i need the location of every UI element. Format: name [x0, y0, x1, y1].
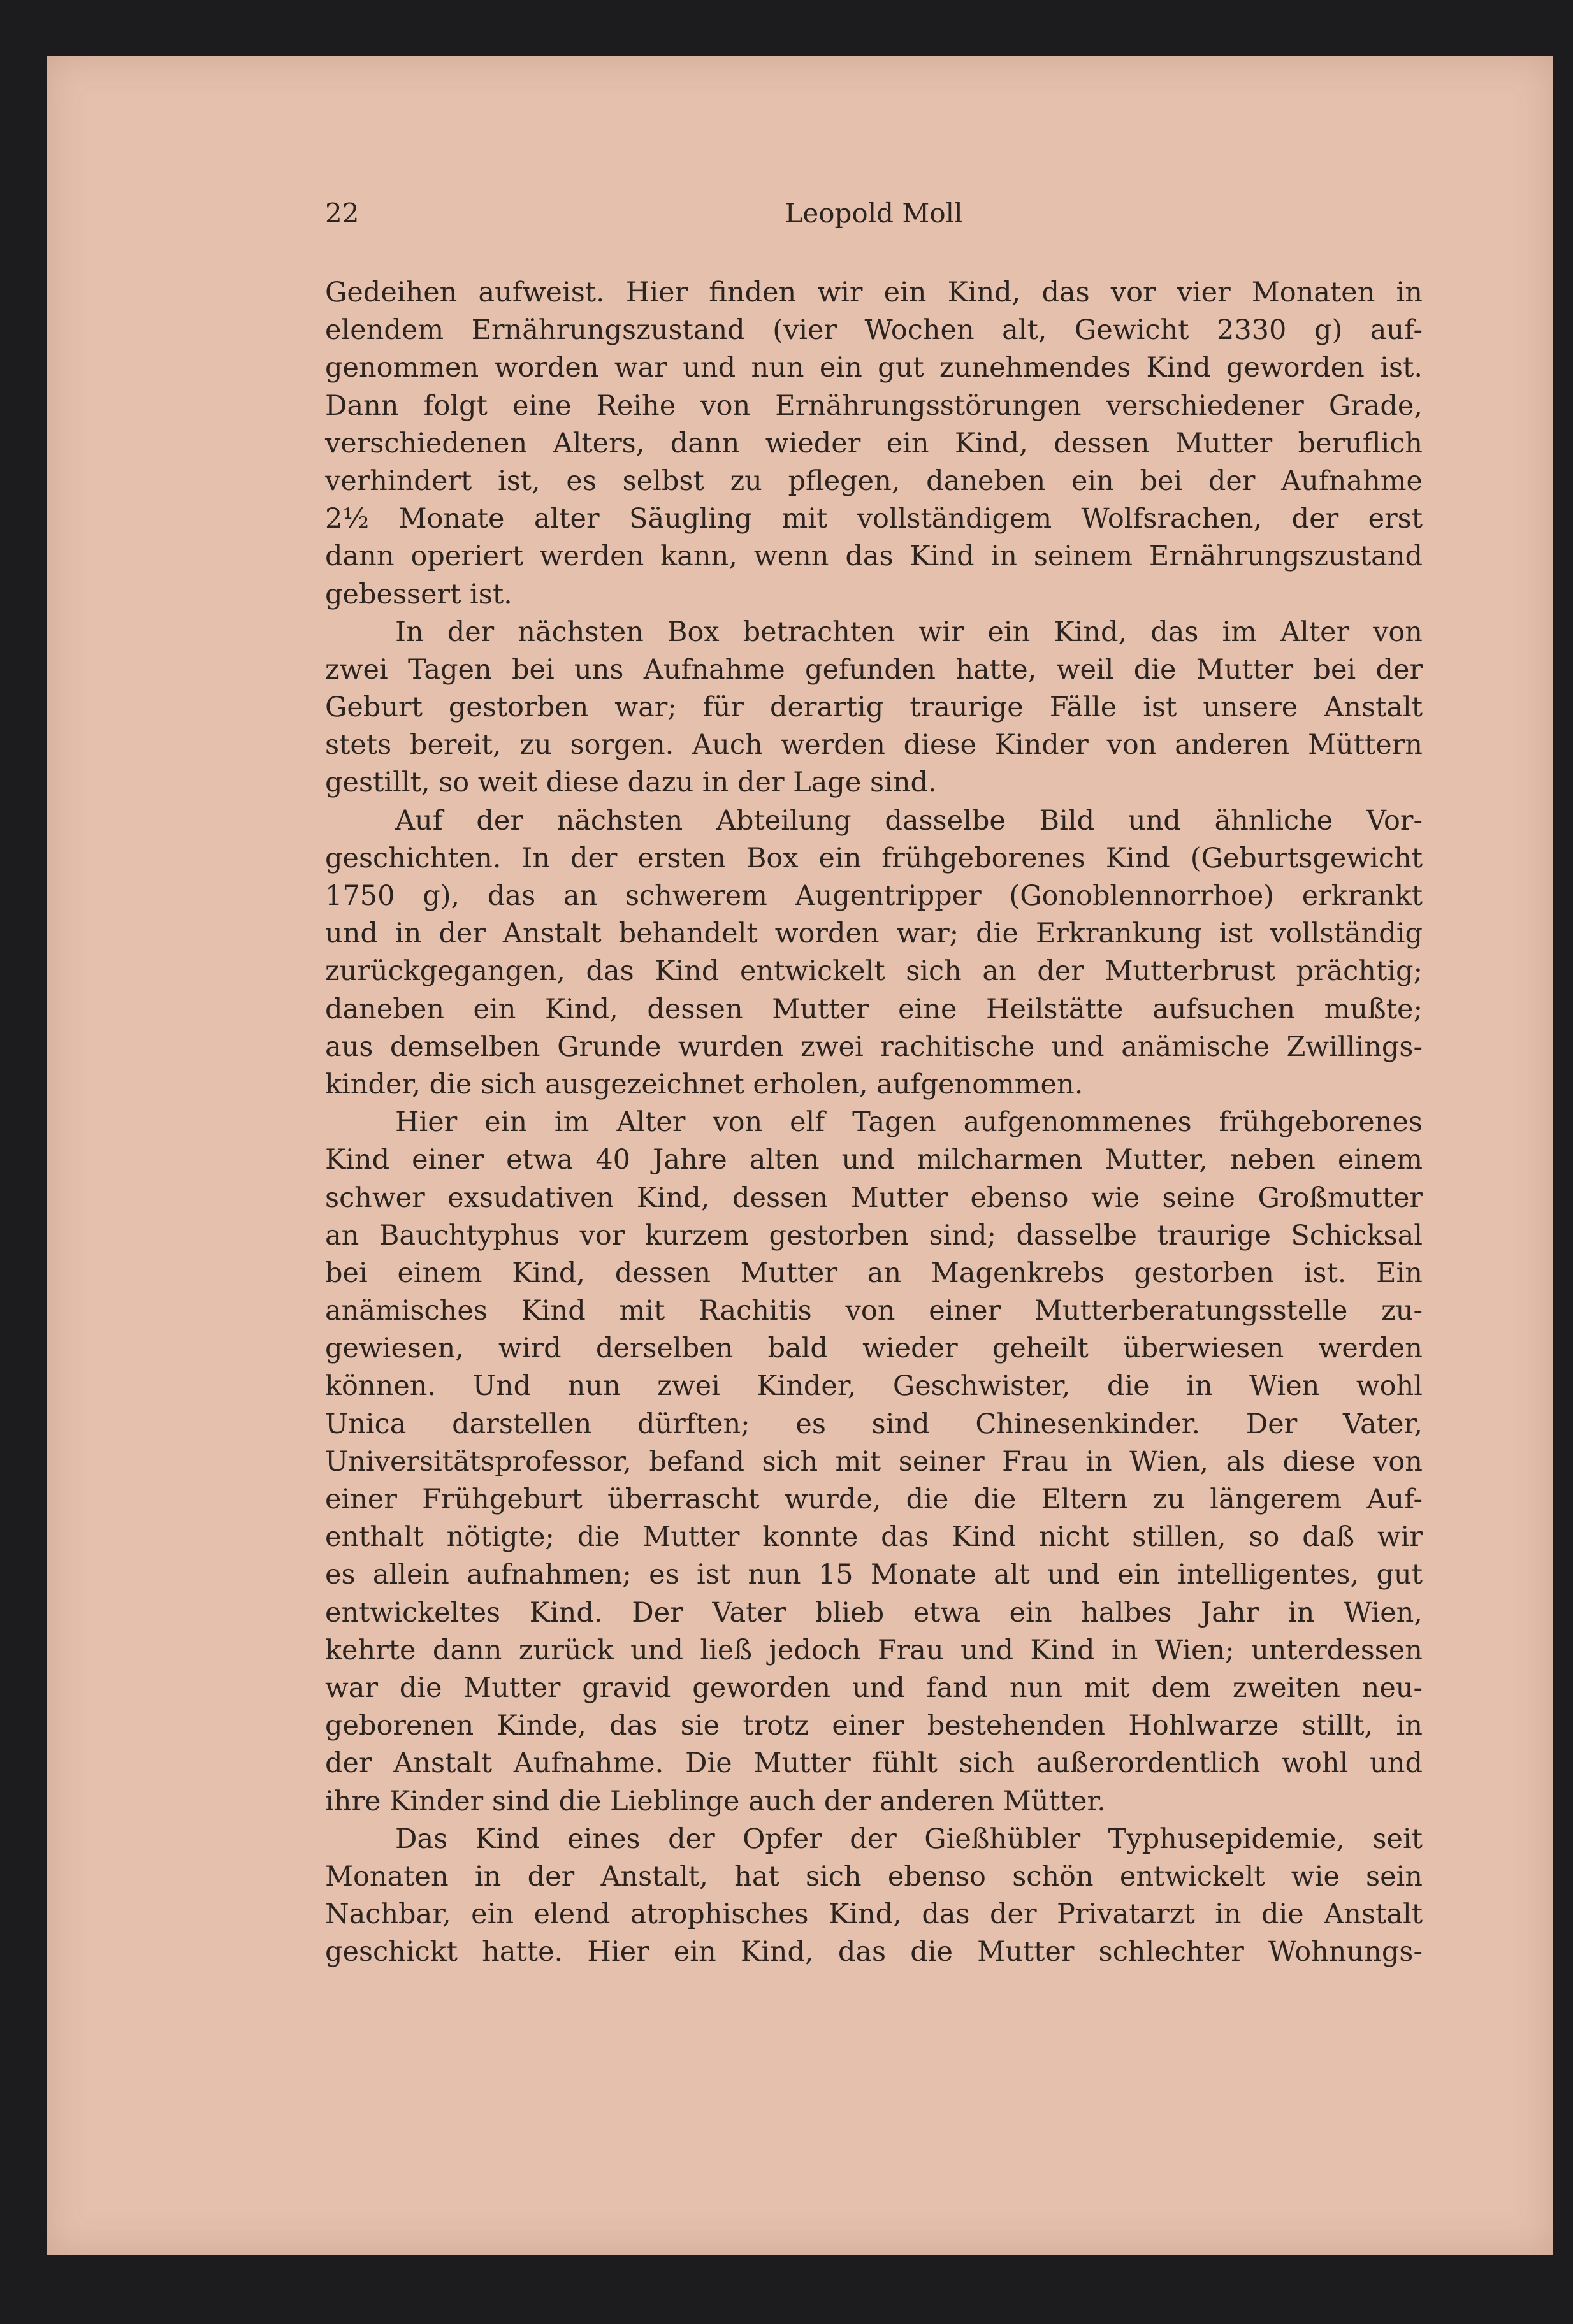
text-line: anämisches Kind mit Rachitis von einer Mutterberatungsstelle zu- — [325, 1295, 1423, 1327]
text-line: geborenen Kinde, das sie trotz einer bestehenden Hohlwarze stillt, in — [325, 1710, 1423, 1742]
text-line: gewiesen, wird derselben bald wieder geheilt überwiesen werden — [325, 1332, 1423, 1365]
text-line: einer Frühgeburt überrascht wurde, die die Eltern zu längerem Auf- — [325, 1483, 1423, 1515]
paragraph-start-line: Auf der nächsten Abteilung dasselbe Bild und ähnliche Vor- — [395, 804, 1423, 837]
text-line: stets bereit, zu sorgen. Auch werden diese Kinder von anderen Müttern — [325, 729, 1423, 761]
paragraph-start-line: In der nächsten Box betrachten wir ein Kind, das im Alter von — [395, 616, 1423, 648]
text-line: Dann folgt eine Reihe von Ernährungsstörungen verschiedener Grade, — [325, 389, 1423, 422]
text-line: Universitätsprofessor, befand sich mit seiner Frau in Wien, als diese von — [325, 1445, 1423, 1478]
text-line: an Bauchtyphus vor kurzem gestorben sind; dasselbe traurige Schicksal — [325, 1219, 1423, 1252]
text-line: Kind einer etwa 40 Jahre alten und milcharmen Mutter, neben einem — [325, 1144, 1423, 1176]
text-line: geschickt hatte. Hier ein Kind, das die Mutter schlechter Wohnungs- — [325, 1936, 1423, 1968]
page-number: 22 — [325, 198, 359, 229]
paragraph-start-line: Das Kind eines der Opfer der Gießhübler Typhusepidemie, seit — [395, 1822, 1423, 1855]
text-line: und in der Anstalt behandelt worden war; die Erkrankung ist vollständig — [325, 918, 1423, 950]
text-line: es allein aufnahmen; es ist nun 15 Monate alt und ein intelligentes, gut — [325, 1559, 1423, 1591]
text-line: daneben ein Kind, dessen Mutter eine Heilstätte aufsuchen mußte; — [325, 993, 1423, 1025]
text-line: war die Mutter gravid geworden und fand nun mit dem zweiten neu- — [325, 1671, 1423, 1704]
text-line: Geburt gestorben war; für derartig traurige Fälle ist unsere Anstalt — [325, 691, 1423, 724]
text-line: verschiedenen Alters, dann wieder ein Kind, dessen Mutter beruflich — [325, 427, 1423, 459]
text-line: geschichten. In der ersten Box ein frühgeborenes Kind (Geburtsgewicht — [325, 842, 1423, 874]
text-line: enthalt nötigte; die Mutter konnte das Kind nicht stillen, so daß wir — [325, 1521, 1423, 1554]
text-line: der Anstalt Aufnahme. Die Mutter fühlt sich außerordentlich wohl und — [325, 1747, 1423, 1780]
running-title: Leopold Moll — [785, 198, 963, 229]
text-line: gestillt, so weit diese dazu in der Lage sind. — [325, 767, 937, 799]
text-line: 1750 g), das an schwerem Augentripper (Gonoblennorrhoe) erkrankt — [325, 880, 1423, 912]
text-line: elendem Ernährungszustand (vier Wochen alt, Gewicht 2330 g) auf- — [325, 314, 1423, 347]
text-line: bei einem Kind, dessen Mutter an Magenkrebs gestorben ist. Ein — [325, 1257, 1423, 1289]
text-line: 2½ Monate alter Säugling mit vollständigem Wolfsrachen, der erst — [325, 503, 1423, 535]
text-line: zurückgegangen, das Kind entwickelt sich an der Mutterbrust prächtig; — [325, 955, 1423, 988]
text-line: verhindert ist, es selbst zu pflegen, daneben ein bei der Aufnahme — [325, 465, 1423, 497]
text-line: Unica darstellen dürften; es sind Chinesenkinder. Der Vater, — [325, 1408, 1423, 1440]
text-line: Nachbar, ein elend atrophisches Kind, das der Privatarzt in die Anstalt — [325, 1898, 1423, 1931]
text-line: dann operiert werden kann, wenn das Kind in seinem Ernährungszustand — [325, 540, 1423, 573]
text-line: zwei Tagen bei uns Aufnahme gefunden hatte, weil die Mutter bei der — [325, 653, 1423, 686]
text-line: aus demselben Grunde wurden zwei rachitische und anämische Zwillings- — [325, 1030, 1423, 1063]
text-line: Monaten in der Anstalt, hat sich ebenso schön entwickelt wie sein — [325, 1860, 1423, 1893]
text-line: kehrte dann zurück und ließ jedoch Frau und Kind in Wien; unterdessen — [325, 1634, 1423, 1666]
text-line: ihre Kinder sind die Lieblinge auch der anderen Mütter. — [325, 1785, 1106, 1817]
text-line: schwer exsudativen Kind, dessen Mutter ebenso wie seine Großmutter — [325, 1181, 1423, 1214]
text-line: gebessert ist. — [325, 578, 512, 610]
text-line: entwickeltes Kind. Der Vater blieb etwa ein halbes Jahr in Wien, — [325, 1596, 1423, 1629]
text-line: genommen worden war und nun ein gut zunehmendes Kind geworden ist. — [325, 352, 1423, 384]
text-line: können. Und nun zwei Kinder, Geschwister, die in Wien wohl — [325, 1370, 1423, 1403]
paragraph-start-line: Hier ein im Alter von elf Tagen aufgenommenes frühgeborenes — [395, 1106, 1423, 1139]
body-text — [325, 274, 1423, 1971]
page-header — [325, 198, 1423, 236]
text-line: Gedeihen aufweist. Hier finden wir ein Kind, das vor vier Monaten in — [325, 277, 1423, 308]
text-line: kinder, die sich ausgezeichnet erholen, aufgenommen. — [325, 1068, 1084, 1101]
